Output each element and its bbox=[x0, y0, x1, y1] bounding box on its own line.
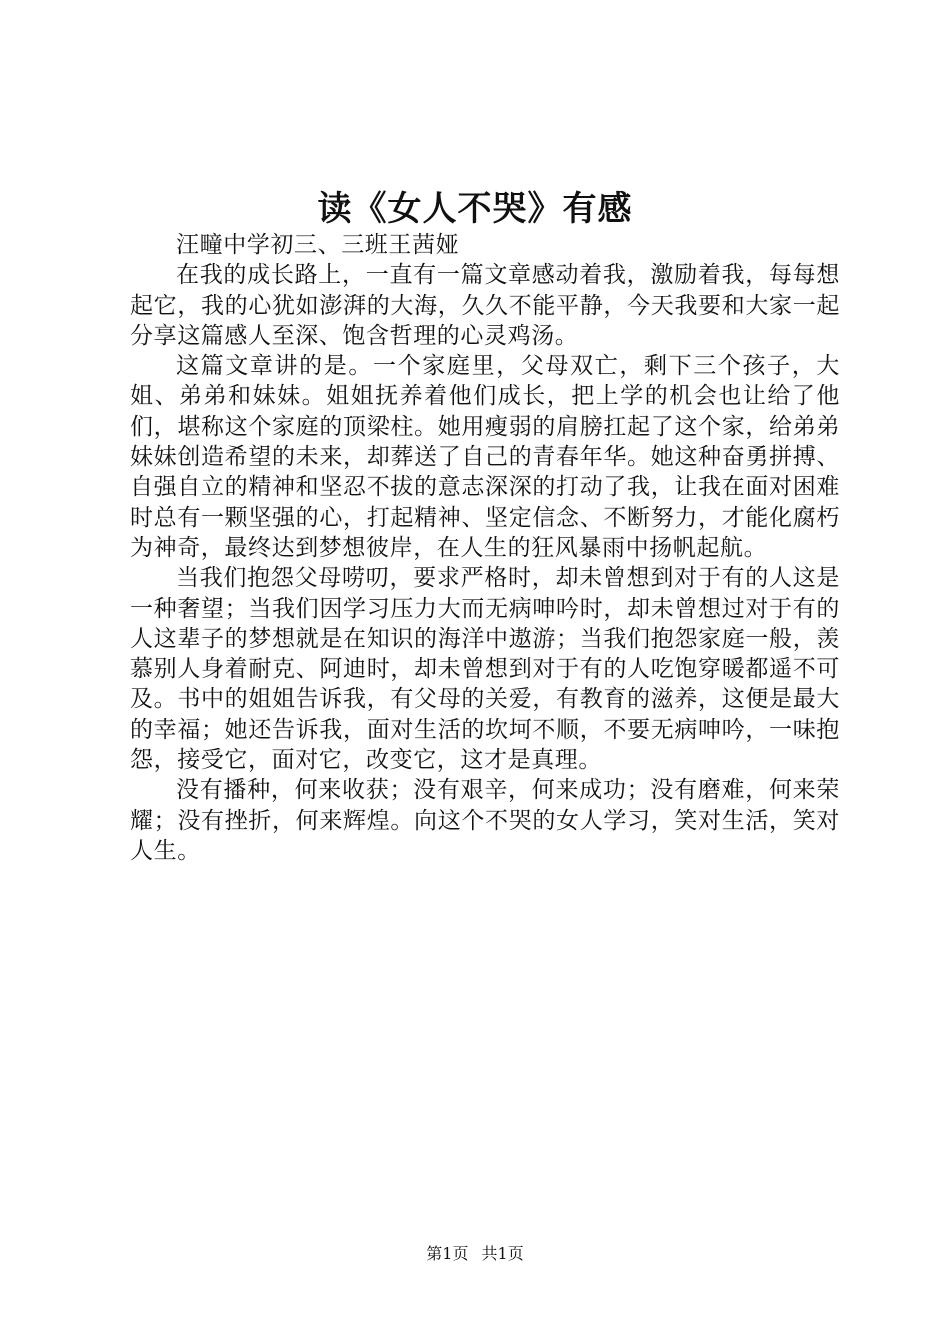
paragraph: 当我们抱怨父母唠叨，要求严格时，却未曾想到对于有的人这是一种奢望；当我们因学习压力大而无病呻吟时，却未曾想过对于有的人这辈子的梦想就是在知识的海洋中遨游；当我们抱怨家庭一般，羡慕别人身着耐克、阿迪时，却未曾想到对于有的人吃饱穿暖都遥不可及。书中的姐姐告诉我，有父母的关爱，有教育的滋养，这便是最大的幸福；她还告诉我，面对生活的坎坷不顺，不要无病呻吟，一味抱怨，接受它，面对它，改变它，这才是真理。 bbox=[130, 565, 840, 774]
document-body bbox=[130, 230, 840, 866]
paragraph: 在我的成长路上，一直有一篇文章感动着我，激励着我，每每想起它，我的心犹如澎湃的大海，久久不能平静，今天我要和大家一起分享这篇感人至深、饱含哲理的心灵鸡汤。 bbox=[130, 262, 840, 349]
page-footer bbox=[0, 1243, 950, 1265]
paragraph: 没有播种，何来收获；没有艰辛，何来成功；没有磨难，何来荣耀；没有挫折，何来辉煌。向这个不哭的女人学习，笑对生活，笑对人生。 bbox=[130, 777, 840, 864]
page-total: 共1页 bbox=[481, 1244, 524, 1263]
page-number: 第1页 bbox=[426, 1244, 469, 1263]
paragraph: 这篇文章讲的是。一个家庭里，父母双亡，剩下三个孩子，大姐、弟弟和妹妹。姐姐抚养着他们成长，把上学的机会也让给了他们，堪称这个家庭的顶梁柱。她用瘦弱的肩膀扛起了这个家，给弟弟妹妹创造希望的未来，却葬送了自己的青春年华。她这种奋勇拼搏、自强自立的精神和坚忍不拔的意志深深的打动了我，让我在面对困难时总有一颗坚强的心，打起精神、坚定信念、不断努力，才能化腐朽为神奇，最终达到梦想彼岸，在人生的狂风暴雨中扬帆起航。 bbox=[130, 353, 840, 561]
document-title: 读《女人不哭》有感 bbox=[317, 189, 633, 229]
author-byline: 汪疃中学初三、三班王茜娅 bbox=[176, 232, 460, 258]
